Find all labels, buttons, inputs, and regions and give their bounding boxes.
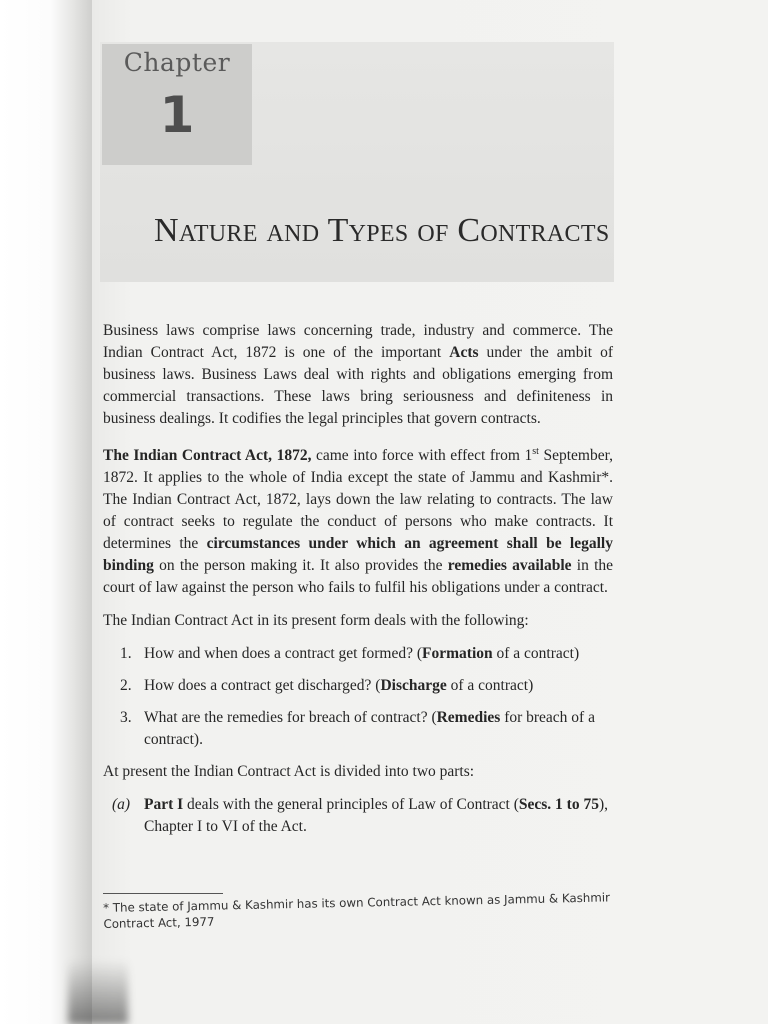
bold-run: Part I <box>144 796 184 814</box>
chapter-title: Nature and Types of Contracts <box>154 212 610 249</box>
list-number: 3. <box>120 709 132 727</box>
topics-list <box>103 643 613 751</box>
list-item <box>103 643 613 665</box>
list-label: (a) <box>112 796 131 814</box>
text-run: How does a contract get discharged? ( <box>144 677 381 695</box>
body-text <box>103 320 613 838</box>
text-run: came into force with effect from 1 <box>311 447 533 465</box>
parts-list <box>103 794 613 838</box>
bold-run: Formation <box>422 645 493 663</box>
bold-run: circumstances under which an agreement shall be legally binding <box>103 535 613 575</box>
text-run: on the person making it. It also provides the <box>153 557 448 575</box>
bold-run: The Indian Contract Act, 1872, <box>103 447 312 465</box>
binding-shadow <box>68 960 128 1024</box>
text-run: under the ambit of business laws. Business Laws deal with rights and obligations emerging from commercial transactions. These laws bring seriousness and definiteness in business dealings. It codifies the legal principles that govern contracts. <box>103 344 613 427</box>
bold-run: Acts <box>449 344 479 361</box>
bold-run: Remedies <box>436 709 501 727</box>
list-item <box>103 707 613 751</box>
page-gutter-shadow <box>0 0 92 1024</box>
paragraph-following: The Indian Contract Act in its present form deals with the following: <box>103 612 529 630</box>
list-number: 2. <box>120 677 132 695</box>
paragraph-act <box>103 441 613 599</box>
paragraph-parts: At present the Indian Contract Act is divided into two parts: <box>103 763 475 781</box>
bold-run: Discharge <box>380 677 447 695</box>
list-item <box>103 794 613 838</box>
text-run: of a contract) <box>446 677 534 695</box>
superscript: st <box>532 446 539 457</box>
text-run: What are the remedies for breach of contract? ( <box>144 709 437 727</box>
text-run: of a contract) <box>492 645 580 663</box>
footnote: * The state of Jammu & Kashmir has its own Contract Act known as Jammu & Kashmir Contract Act, 1977 <box>103 890 611 931</box>
text-run: deals with the general principles of Law of Contract ( <box>183 796 519 814</box>
text-run: How and when does a contract get formed? ( <box>144 645 423 663</box>
text-run: Business laws comprise laws concerning trade, industry and commerce. The Indian Contract Act, 1872 is one of the important <box>103 322 613 361</box>
text-run: ), Chapter I to VI of the Act. <box>144 796 609 836</box>
list-number: 1. <box>120 645 132 663</box>
paragraph-intro <box>103 320 613 430</box>
text-run: in the court of law against the person who fails to fulfil his obligations under a contract. <box>103 557 614 597</box>
bold-run: Secs. 1 to 75 <box>518 796 599 814</box>
chapter-number: 1 <box>159 86 195 144</box>
list-item <box>103 675 613 697</box>
bold-run: remedies available <box>447 557 572 575</box>
chapter-label: Chapter <box>123 48 231 77</box>
text-run: September, 1872. It applies to the whole of India except the state of Jammu and Kashmir*. The Indian Contract Act, 1872, lays down the law relating to contracts. The law of contract seeks to regulate the conduct of persons who make contracts. It determines the <box>103 447 613 553</box>
text-run: for breach of a contract). <box>144 709 595 749</box>
footnote-divider <box>103 893 223 894</box>
